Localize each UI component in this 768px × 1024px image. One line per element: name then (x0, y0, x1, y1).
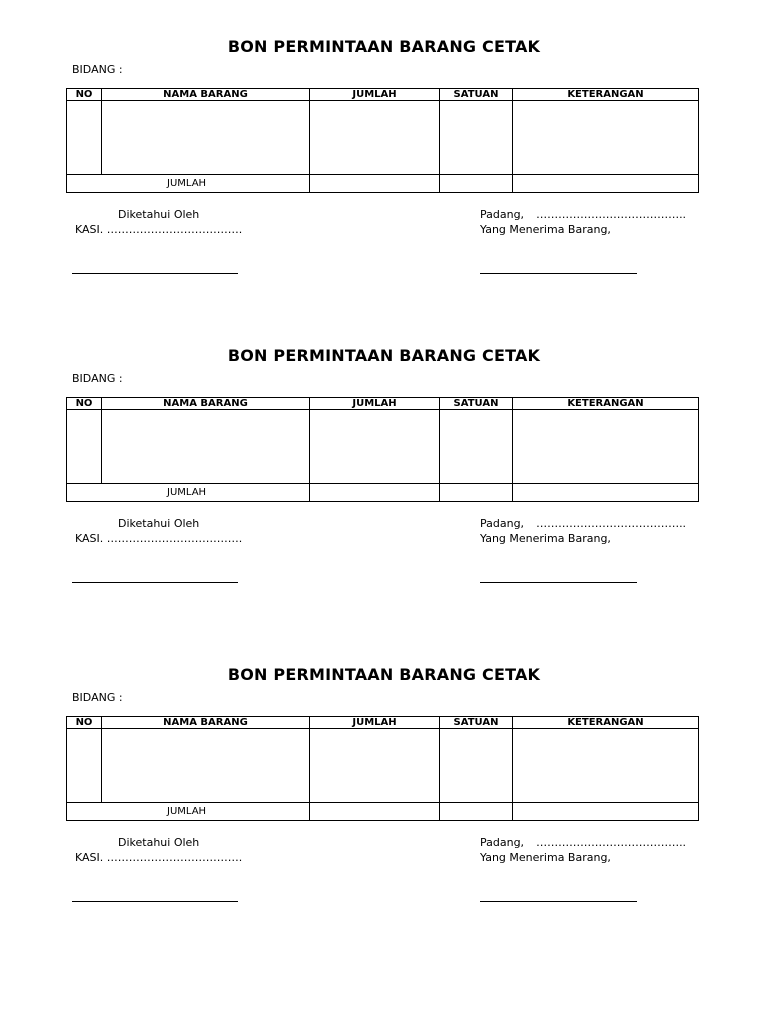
cell-no (67, 101, 102, 175)
table-row (67, 101, 699, 175)
cell-satuan (440, 101, 513, 175)
total-jumlah-cell (310, 175, 440, 193)
total-row (67, 803, 699, 821)
cell-nama-barang (102, 410, 310, 484)
col-header-jumlah: JUMLAH (310, 89, 440, 101)
signature-line-left (72, 582, 238, 583)
cell-keterangan (513, 729, 699, 803)
total-label: JUMLAH (167, 486, 207, 498)
col-header-keterangan: KETERANGAN (513, 717, 699, 729)
col-header-satuan: SATUAN (440, 717, 513, 729)
total-row (67, 175, 699, 193)
col-header-jumlah: JUMLAH (310, 717, 440, 729)
col-header-satuan: SATUAN (440, 89, 513, 101)
bidang-label: BIDANG : (72, 63, 123, 76)
total-jumlah-cell (310, 484, 440, 502)
request-form-3 (0, 628, 768, 928)
place-date-line (480, 208, 686, 221)
bidang-label: BIDANG : (72, 372, 123, 385)
request-form-2 (0, 309, 768, 609)
padang-label: Padang, (480, 208, 525, 221)
signature-line-right (480, 582, 637, 583)
penerima-label: Yang Menerima Barang, (480, 851, 611, 864)
cell-jumlah (310, 101, 440, 175)
kasi-label: KASI. ………………………………. (75, 532, 243, 545)
total-satuan-cell (440, 803, 513, 821)
signature-line-right (480, 273, 637, 274)
bidang-label: BIDANG : (72, 691, 123, 704)
cell-keterangan (513, 410, 699, 484)
col-header-satuan: SATUAN (440, 398, 513, 410)
date-dots: ………………………………….. (536, 836, 687, 849)
total-jumlah-cell (310, 803, 440, 821)
table-header-row (67, 717, 699, 729)
form-title: BON PERMINTAAN BARANG CETAK (227, 346, 541, 365)
total-label-cell (67, 803, 310, 821)
date-dots: ………………………………….. (536, 208, 687, 221)
cell-satuan (440, 410, 513, 484)
kasi-label: KASI. ………………………………. (75, 851, 243, 864)
cell-jumlah (310, 729, 440, 803)
table-header-row (67, 89, 699, 101)
penerima-label: Yang Menerima Barang, (480, 532, 611, 545)
place-date-line (480, 517, 686, 530)
table-row (67, 410, 699, 484)
cell-no (67, 729, 102, 803)
form-title: BON PERMINTAAN BARANG CETAK (227, 37, 541, 56)
diketahui-label: Diketahui Oleh (118, 836, 200, 849)
total-keterangan-cell (513, 803, 699, 821)
table-header-row (67, 398, 699, 410)
col-header-no: NO (67, 398, 102, 410)
penerima-label: Yang Menerima Barang, (480, 223, 611, 236)
place-date-line (480, 836, 686, 849)
diketahui-label: Diketahui Oleh (118, 208, 200, 221)
col-header-nama-barang: NAMA BARANG (102, 89, 310, 101)
total-satuan-cell (440, 175, 513, 193)
total-label-cell (67, 175, 310, 193)
kasi-label: KASI. ………………………………. (75, 223, 243, 236)
total-label: JUMLAH (167, 805, 207, 817)
col-header-nama-barang: NAMA BARANG (102, 398, 310, 410)
diketahui-label: Diketahui Oleh (118, 517, 200, 530)
col-header-keterangan: KETERANGAN (513, 89, 699, 101)
cell-nama-barang (102, 101, 310, 175)
signature-line-left (72, 901, 238, 902)
table-row (67, 729, 699, 803)
total-label-cell (67, 484, 310, 502)
cell-jumlah (310, 410, 440, 484)
total-keterangan-cell (513, 175, 699, 193)
padang-label: Padang, (480, 836, 525, 849)
signature-line-right (480, 901, 637, 902)
total-satuan-cell (440, 484, 513, 502)
padang-label: Padang, (480, 517, 525, 530)
cell-nama-barang (102, 729, 310, 803)
col-header-no: NO (67, 717, 102, 729)
total-keterangan-cell (513, 484, 699, 502)
cell-keterangan (513, 101, 699, 175)
col-header-nama-barang: NAMA BARANG (102, 717, 310, 729)
items-table (66, 88, 699, 193)
items-table (66, 716, 699, 821)
col-header-jumlah: JUMLAH (310, 398, 440, 410)
signature-line-left (72, 273, 238, 274)
date-dots: ………………………………….. (536, 517, 687, 530)
form-title: BON PERMINTAAN BARANG CETAK (227, 665, 541, 684)
col-header-keterangan: KETERANGAN (513, 398, 699, 410)
cell-satuan (440, 729, 513, 803)
items-table (66, 397, 699, 502)
cell-no (67, 410, 102, 484)
total-label: JUMLAH (167, 177, 207, 189)
request-form-1 (0, 0, 768, 300)
col-header-no: NO (67, 89, 102, 101)
total-row (67, 484, 699, 502)
